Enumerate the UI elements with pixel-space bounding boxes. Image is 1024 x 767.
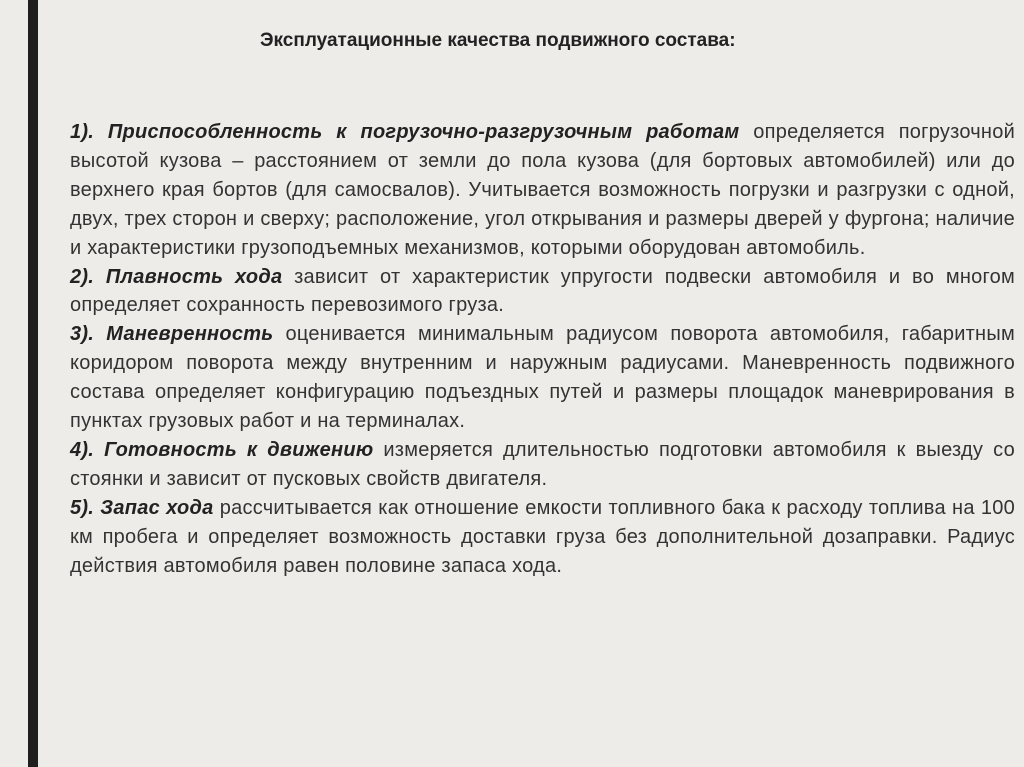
term-readiness: 4). Готовность к движению bbox=[70, 438, 374, 461]
paragraph-ride-smoothness bbox=[70, 263, 1015, 321]
left-accent-stripe bbox=[28, 0, 38, 767]
term-ride-smoothness: 2). Плавность хода bbox=[70, 265, 283, 288]
term-range: 5). Запас хода bbox=[70, 496, 214, 519]
text-loading-adaptability: определяется погрузочной высотой кузова – расстоянием от земли до пола кузова (для бортовых автомобилей) или до верхнего края бортов (для самосвалов). Учитывается возможность погрузки и разгрузки с одной, двух, трех сторон и сверху; расположение, угол открывания и размеры дверей у фургона; наличие и характеристики грузоподъемных механизмов, которыми оборудован автомобиль. bbox=[70, 121, 1016, 259]
term-loading-adaptability: 1). Приспособленность к погрузочно-разгрузочным работам bbox=[70, 121, 740, 143]
slide-title: Эксплуатационные качества подвижного состава: bbox=[260, 30, 736, 51]
paragraph-range bbox=[70, 494, 1015, 581]
paragraph-loading-adaptability bbox=[70, 118, 1015, 263]
text-readiness: измеряется длительностью подготовки автомобиля к выезду со стоянки и зависит от пусковых свойств двигателя. bbox=[70, 438, 1015, 490]
paragraph-readiness bbox=[70, 436, 1015, 494]
text-maneuverability: оценивается минимальным радиусом поворота автомобиля, габаритным коридором поворота между внутренним и наружным радиусами. Маневренность подвижного состава определяет конфигурацию подъездных путей и размеры площадок маневрирования в пунктах грузовых работ и на терминалах. bbox=[70, 323, 1015, 433]
paragraph-maneuverability bbox=[70, 320, 1015, 436]
term-maneuverability: 3). Маневренность bbox=[70, 323, 274, 346]
slide-body bbox=[70, 118, 1015, 581]
left-decorative-bar bbox=[0, 0, 38, 767]
text-range: рассчитывается как отношение емкости топливного бака к расходу топлива на 100 км пробега и определяет возможность доставки груза без дополнительной дозаправки. Радиус действия автомобиля равен половине запаса хода. bbox=[70, 496, 1015, 577]
text-ride-smoothness: зависит от характеристик упругости подвески автомобиля и во многом определяет сохранность перевозимого груза. bbox=[70, 265, 1015, 317]
